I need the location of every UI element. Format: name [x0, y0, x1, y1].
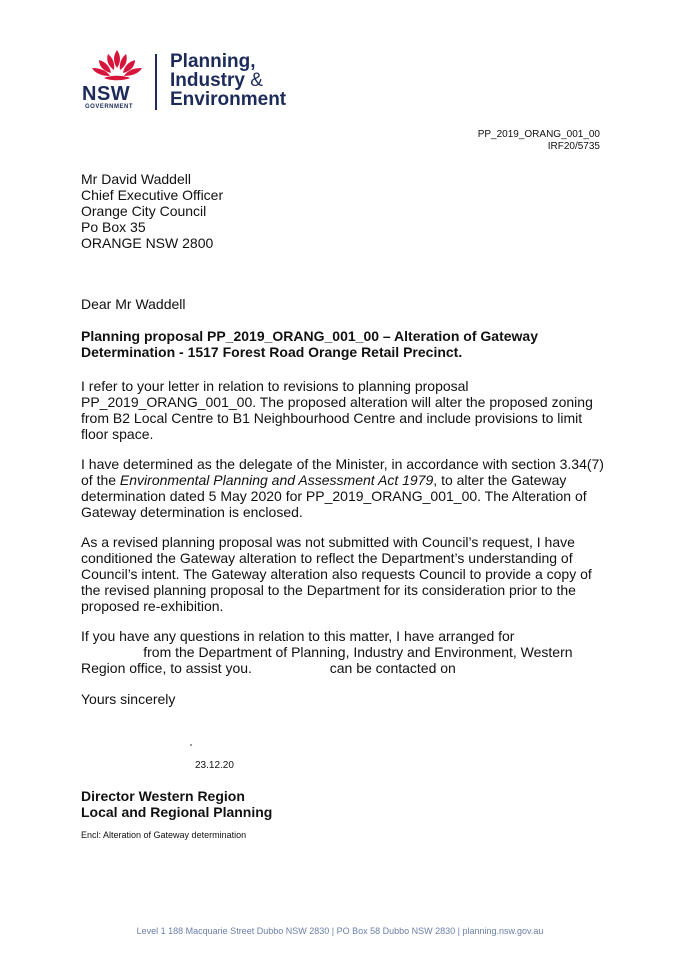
address-line: Po Box 35 [81, 219, 146, 235]
department-name [170, 52, 286, 109]
paragraph-line [81, 472, 601, 488]
salutation: Dear Mr Waddell [81, 296, 186, 312]
paragraph-text: , to alter the Gateway [433, 472, 567, 488]
signature-mark [190, 744, 192, 746]
brand-ampersand: & [250, 70, 263, 91]
paragraph-line: PP_2019_ORANG_001_00. The proposed alteration will alter the proposed zoning [81, 394, 593, 410]
paragraph-text: of the [81, 472, 120, 488]
waratah-icon [86, 48, 148, 84]
paragraph-2 [81, 456, 604, 520]
paragraph-line: As a revised planning proposal was not submitted with Council’s request, I have [81, 534, 575, 550]
nsw-planning-logo [80, 46, 310, 114]
reference-numbers [478, 129, 600, 153]
brand-industry: Industry [170, 70, 251, 91]
recipient-address [81, 171, 223, 251]
signatory-line: Local and Regional Planning [81, 804, 273, 820]
nsw-wordmark: NSW [82, 83, 131, 105]
signatory-title [81, 788, 272, 820]
paragraph-line: from the Department of Planning, Industry and Environment, Western [81, 644, 573, 660]
paragraph-1 [81, 378, 601, 442]
logo-divider [155, 54, 157, 110]
subject-line: Planning proposal PP_2019_ORANG_001_00 – Alteration of Gateway [81, 328, 538, 344]
enclosure-note: Encl: Alteration of Gateway determination [81, 830, 247, 840]
paragraph-line: conditioned the Gateway alteration to reflect the Department’s understanding of [81, 550, 573, 566]
government-wordmark: GOVERNMENT [85, 104, 134, 110]
signatory-line: Director Western Region [81, 788, 245, 804]
paragraph-line: from B2 Local Centre to B1 Neighbourhood Centre and include provisions to limit [81, 410, 583, 426]
paragraph-line: Gateway determination is enclosed. [81, 504, 303, 520]
address-line: ORANGE NSW 2800 [81, 235, 214, 251]
footer-address: Level 1 188 Macquarie Street Dubbo NSW 2830 | PO Box 58 Dubbo NSW 2830 | planning.nsw.gov.au [136, 926, 544, 936]
brand-line-3: Environment [170, 89, 287, 110]
address-line: Mr David Waddell [81, 171, 191, 187]
paragraph-line: Region office, to assist you. can be contacted on [81, 660, 456, 676]
address-line: Chief Executive Officer [81, 187, 224, 203]
subject-line: Determination - 1517 Forest Road Orange Retail Precinct. [81, 344, 463, 360]
paragraph-line: determination dated 5 May 2020 for PP_2019_ORANG_001_00. The Alteration of [81, 488, 587, 504]
paragraph-line: proposed re-exhibition. [81, 598, 224, 614]
paragraph-line: If you have any questions in relation to this matter, I have arranged for [81, 628, 515, 644]
act-title: Environmental Planning and Assessment Act 1979 [119, 472, 434, 488]
paragraph-3 [81, 534, 601, 614]
paragraph-line: the revised planning proposal to the Department for its consideration prior to the [81, 582, 576, 598]
paragraph-line: floor space. [81, 426, 154, 442]
paragraph-4 [81, 628, 601, 676]
reference-irf: IRF20/5735 [547, 141, 600, 152]
subject-heading [81, 328, 551, 360]
closing: Yours sincerely [81, 691, 176, 707]
paragraph-line: I have determined as the delegate of the Minister, in accordance with section 3.34(7) [81, 456, 604, 472]
brand-line-1: Planning, [170, 51, 256, 72]
paragraph-line: I refer to your letter in relation to revisions to planning proposal [81, 378, 469, 394]
reference-planning-proposal: PP_2019_ORANG_001_00 [477, 129, 600, 140]
paragraph-line: Council’s intent. The Gateway alteration also requests Council to provide a copy of [81, 566, 592, 582]
signature-date: 23.12.20 [195, 760, 234, 771]
brand-line-2 [170, 71, 286, 90]
address-line: Orange City Council [81, 203, 207, 219]
